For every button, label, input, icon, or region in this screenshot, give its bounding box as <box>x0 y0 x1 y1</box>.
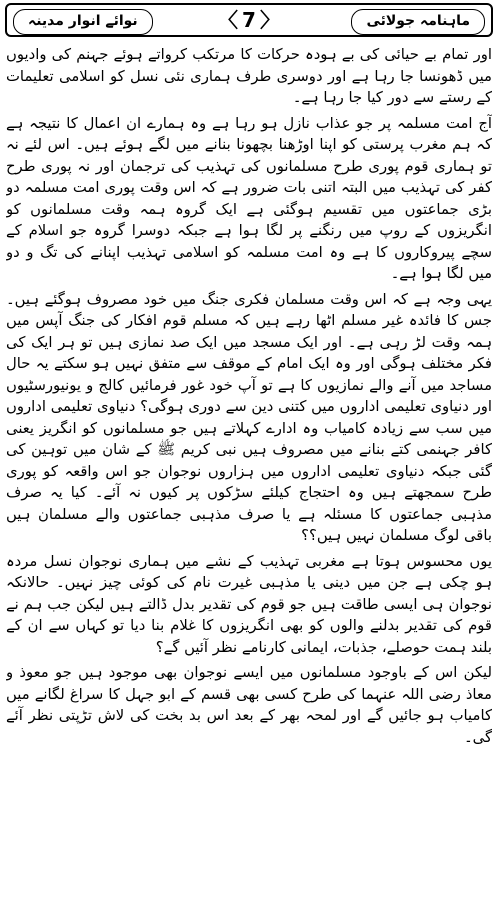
article-body <box>6 44 492 906</box>
paragraph-2: آج امت مسلمہ پر جو عذاب نازل ہو رہا ہے وہ ہمارے ان اعمال کا نتیجہ ہے کہ ہم مغرب پرستی کو اپنا اوڑھنا بچھونا بنانے میں لگے ہوئے ہیں۔ اس لئے نہ تو ہماری قوم پوری طرح مسلمانوں کی تہذیب کی ترجمان اور نہ پوری طرح کفر کی تہذیب میں البتہ اتنی بات ضرور ہے کہ اس وقت پوری امت مسلمہ دو بڑی جماعتوں میں تقسیم ہوگئی ہے ایک گروہ ہمہ وقت مسلمانوں کو انگریزوں کے روپ میں رنگنے پر لگا ہوا ہے جبکہ دوسرا گروہ جو اسلام کے سچے پیروکاروں کا ہے وہ امت مسلمہ کو اسلامی تہذیب اپنانے کی تگ و دو میں لگا ہوا ہے۔ <box>6 114 492 282</box>
magazine-title: ماہنامہ جولائی <box>351 9 485 35</box>
paragraph-5: لیکن اس کے باوجود مسلمانوں میں ایسے نوجوان بھی موجود ہیں جو معوذ و معاذ رضی اللہ عنہما کی طرح کسی بھی قسم کے ابو جہل کا سراغ لگانے میں کامیاب ہو جائیں گے اور لمحہ بھر کے بعد اس بد بخت کی لاش تڑپتی نظر آئے گی۔ <box>6 664 492 746</box>
page-number: 〈 7 〉 <box>218 7 280 33</box>
paragraph-4: یوں محسوس ہوتا ہے مغربی تہذیب کے نشے میں ہماری نوجوان نسل مردہ ہو چکی ہے جن میں دینی یا مذہبی غیرت نام کی کوئی چیز نہیں۔ حالانکہ نوجوان ہی ایسی طاقت ہیں جو قوم کی تقدیر بدل ڈالتے ہیں لیکن جب ہم نے قوم کی تقدیر بدلنے والوں کو بھی انگریزوں کا غلام بنا دیا تو کہاں سے ان کے بلند ہمت حوصلے، جذبات، ایمانی کارنامے نظر آئیں گے؟ <box>6 552 492 656</box>
page-header <box>5 3 493 37</box>
paragraph-3: یہی وجہ ہے کہ اس وقت مسلمان فکری جنگ میں خود مصروف ہوگئے ہیں۔ جس کا فائدہ غیر مسلم اٹھا رہے ہیں کہ مسلم قوم افکار کی جنگ آپس میں ہمہ وقت لڑ رہی ہے۔ اور ایک مسجد میں ایک صد نمازی ہیں تو ہر ایک کی فکر مختلف ہوگی اور وہ ایک امام کے موقف سے متفق نہیں ہو سکتے یہ حال مساجد میں آنے والے نمازیوں کا ہے تو آپ خود غور فرمائیں کالج و یونیورسٹیوں اور دنیاوی تعلیمی اداروں میں کتنی دین سے دوری ہوگی؟ دنیاوی تعلیمی اداروں میں سب سے زیادہ کامیاب وہ ادارے کہلاتے ہیں جو مسلمانوں کو انگریز یعنی کافر جہنمی کتے بنانے میں مصروف ہیں نبی کریم ﷺ کے شان میں توہین کی گئی جبکہ دنیاوی تعلیمی اداروں میں ہزاروں نوجوان جو اس واقعہ کو پوری طرح سمجھتے ہیں وہ احتجاج کیلئے سڑکوں پر کیوں نہ آئے۔ کیا یہ صرف مذہبی جماعتوں کا مسئلہ ہے یا صرف مذہبی جماعتوں والے مسلمان ہیں باقی لوگ مسلمان نہیں ہیں؟؟ <box>6 290 492 544</box>
publication-title: نوائے انوار مدینہ <box>13 9 153 35</box>
paragraph-1: اور تمام بے حیائی کی بے ہودہ حرکات کا مرتکب کرواتے ہوئے جہنم کی وادیوں میں ڈھونسا جا رہا ہے اور دوسری طرف ہماری نئی نسل کو اسلامی تعلیمات کے رستے سے دور کیا جا رہا ہے۔ <box>6 46 492 106</box>
